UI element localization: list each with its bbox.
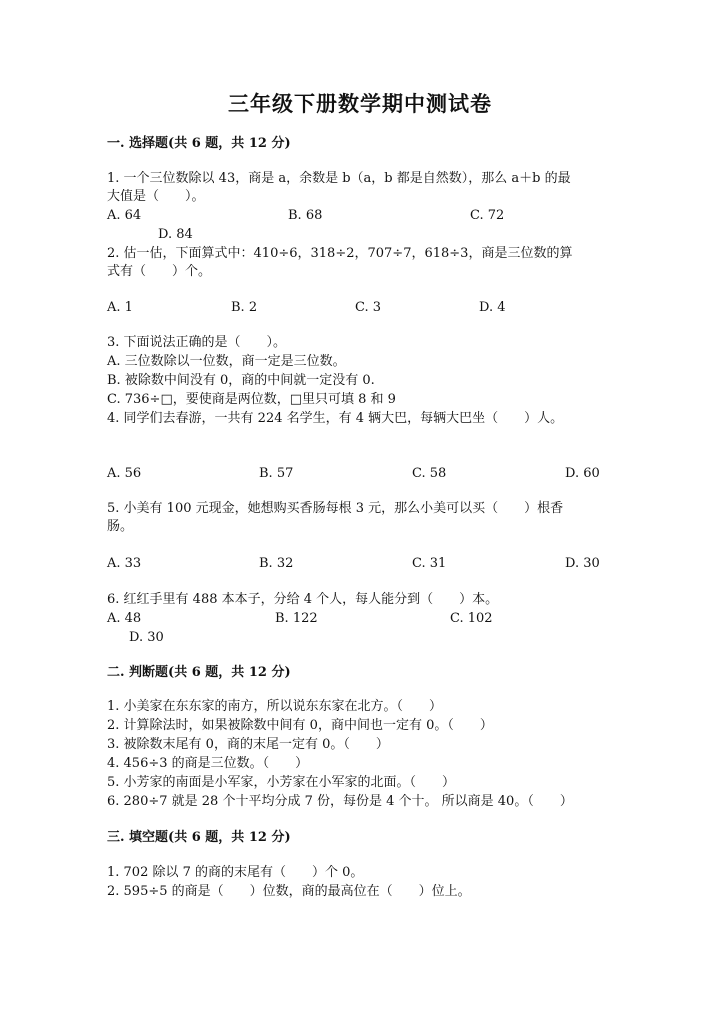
section-heading-choice: 一. 选择题(共 6 题，共 12 分) bbox=[107, 136, 291, 151]
option-b: B. 被除数中间没有 0，商的中间就一定没有 0. bbox=[107, 373, 375, 388]
option-d: D. 4 bbox=[479, 300, 506, 315]
question-text: 4. 同学们去春游，一共有 224 名学生，有 4 辆大巴，每辆大巴坐（ ）人。 bbox=[107, 411, 564, 426]
option-a: A. 64 bbox=[107, 208, 142, 223]
option-d: D. 30 bbox=[129, 630, 164, 645]
judge-item: 1. 小美家在东东家的南方，所以说东东家在北方。（ ） bbox=[107, 699, 443, 714]
option-b: B. 2 bbox=[231, 300, 258, 315]
option-a: A. 56 bbox=[107, 466, 142, 481]
option-b: B. 32 bbox=[259, 556, 294, 571]
option-c: C. 72 bbox=[470, 208, 505, 223]
fill-item: 2. 595÷5 的商是（ ）位数，商的最高位在（ ）位上。 bbox=[107, 884, 471, 899]
option-c: C. 58 bbox=[412, 466, 447, 481]
question-text: 5. 小美有 100 元现金，她想购买香肠每根 3 元，那么小美可以买（ ）根香 bbox=[107, 501, 564, 516]
fill-item: 1. 702 除以 7 的商的末尾有（ ）个 0。 bbox=[107, 865, 364, 880]
option-b: B. 57 bbox=[259, 466, 294, 481]
page-title: 三年级下册数学期中测试卷 bbox=[228, 91, 492, 116]
option-c: C. 102 bbox=[450, 611, 493, 626]
judge-item: 3. 被除数末尾有 0，商的末尾一定有 0。（ ） bbox=[107, 737, 389, 752]
option-d: D. 30 bbox=[565, 556, 600, 571]
section-heading-fill: 三. 填空题(共 6 题，共 12 分) bbox=[107, 830, 291, 845]
judge-item: 4. 456÷3 的商是三位数。（ ） bbox=[107, 756, 309, 771]
option-b: B. 68 bbox=[288, 208, 323, 223]
option-b: B. 122 bbox=[275, 611, 318, 626]
question-text: 肠。 bbox=[107, 519, 134, 534]
judge-item: 6. 280÷7 就是 28 个十平均分成 7 份，每份是 4 个十。 所以商是 40。（ ） bbox=[107, 794, 573, 809]
option-c: C. 31 bbox=[412, 556, 447, 571]
question-text: 大值是（ ）。 bbox=[107, 189, 205, 204]
question-text: 1. 一个三位数除以 43，商是 a，余数是 b（a，b 都是自然数），那么 a＋b 的最 bbox=[107, 171, 571, 186]
option-a: A. 1 bbox=[107, 300, 133, 315]
question-text: 3. 下面说法正确的是（ ）。 bbox=[107, 335, 287, 350]
option-c: C. 736÷□，要使商是两位数，□里只可填 8 和 9 bbox=[107, 392, 396, 407]
judge-item: 2. 计算除法时，如果被除数中间有 0，商中间也一定有 0。（ ） bbox=[107, 718, 493, 733]
question-text: 式有（ ）个。 bbox=[107, 264, 212, 279]
option-a: A. 33 bbox=[107, 556, 142, 571]
question-text: 2. 估一估，下面算式中：410÷6，318÷2，707÷7，618÷3，商是三位数的算 bbox=[107, 246, 573, 261]
section-heading-judge: 二. 判断题(共 6 题，共 12 分) bbox=[107, 665, 291, 680]
option-a: A. 48 bbox=[107, 611, 142, 626]
option-a: A. 三位数除以一位数，商一定是三位数。 bbox=[107, 354, 346, 369]
judge-item: 5. 小芳家的南面是小军家，小芳家在小军家的北面。（ ） bbox=[107, 775, 456, 790]
option-c: C. 3 bbox=[355, 300, 382, 315]
option-d: D. 60 bbox=[565, 466, 600, 481]
question-text: 6. 红红手里有 488 本本子，分给 4 个人，每人能分到（ ）本。 bbox=[107, 592, 499, 607]
option-d: D. 84 bbox=[158, 227, 193, 242]
